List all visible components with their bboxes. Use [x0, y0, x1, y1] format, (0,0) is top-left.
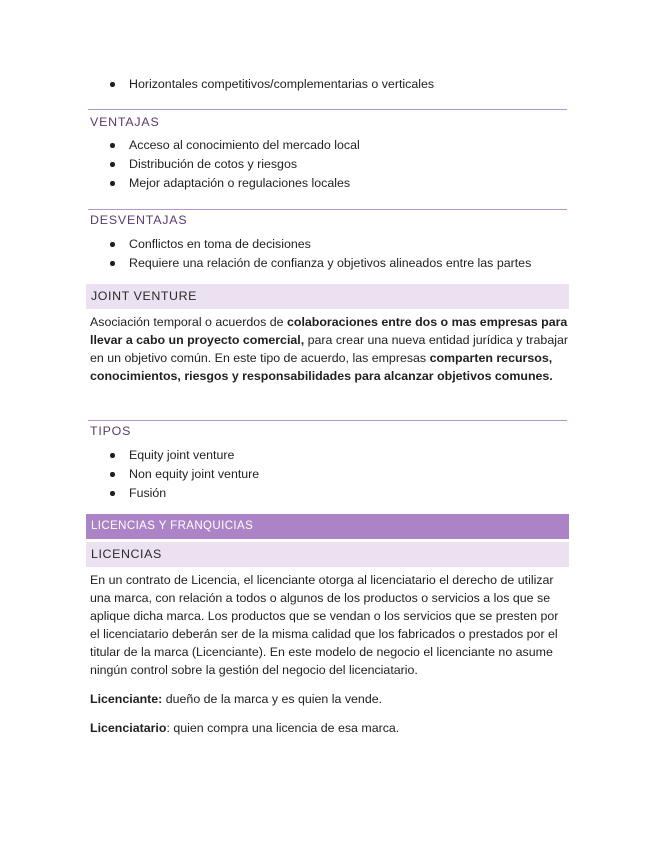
desventajas-list — [110, 235, 531, 273]
list-item: Equity joint venture — [110, 446, 259, 465]
licencias-heading: LICENCIAS — [86, 542, 569, 567]
licencias-paragraph: En un contrato de Licencia, el licenciante otorga al licenciatario el derecho de utilizar una marca, con relación a todos o algunos de los productos o servicios a los que se aplique dicha marca. Los productos que se vendan o los servicios que se presten por el licenciatario deberán ser de la misma calidad que los fabricados o prestados por el titular de la marca (Licenciante). En este modelo de negocio el licenciante no asume ningún control sobre la gestión del negocio del licenciatario. — [90, 573, 559, 677]
licenciante-definition: Licenciante: dueño de la marca y es quien la vende. — [90, 692, 383, 706]
joint-venture-paragraph: Asociación temporal o acuerdos de colaboraciones entre dos o mas empresas para llevar a cabo un proyecto comercial, para crear una nueva entidad jurídica y trabajar en un objetivo común. En este tipo de acuerdo, las empresas comparten recursos, conocimientos, riesgos y responsabilidades para alcanzar objetivos comunes. — [90, 315, 568, 383]
integration-list — [110, 75, 434, 94]
list-item: Fusión — [110, 484, 259, 503]
list-item: Requiere una relación de confianza y objetivos alineados entre las partes — [110, 254, 531, 273]
tipos-label: TIPOS — [90, 424, 132, 438]
ventajas-label: VENTAJAS — [90, 115, 160, 129]
joint-venture-heading: JOINT VENTURE — [86, 284, 569, 309]
list-item: Distribución de cotos y riesgos — [110, 155, 360, 174]
licenciatario-definition: Licenciatario: quien compra una licencia de esa marca. — [90, 721, 400, 735]
tipos-list — [110, 446, 259, 503]
ventajas-list — [110, 136, 360, 193]
section-divider — [88, 420, 567, 421]
list-item: Mejor adaptación o regulaciones locales — [110, 174, 360, 193]
list-item: Horizontales competitivos/complementarias o verticales — [110, 75, 434, 94]
section-divider — [88, 109, 567, 110]
list-item: Acceso al conocimiento del mercado local — [110, 136, 360, 155]
desventajas-label: DESVENTAJAS — [90, 213, 188, 227]
section-divider — [88, 209, 567, 210]
list-item: Non equity joint venture — [110, 465, 259, 484]
licencias-franquicias-heading: LICENCIAS Y FRANQUICIAS — [86, 514, 569, 539]
list-item: Conflictos en toma de decisiones — [110, 235, 531, 254]
